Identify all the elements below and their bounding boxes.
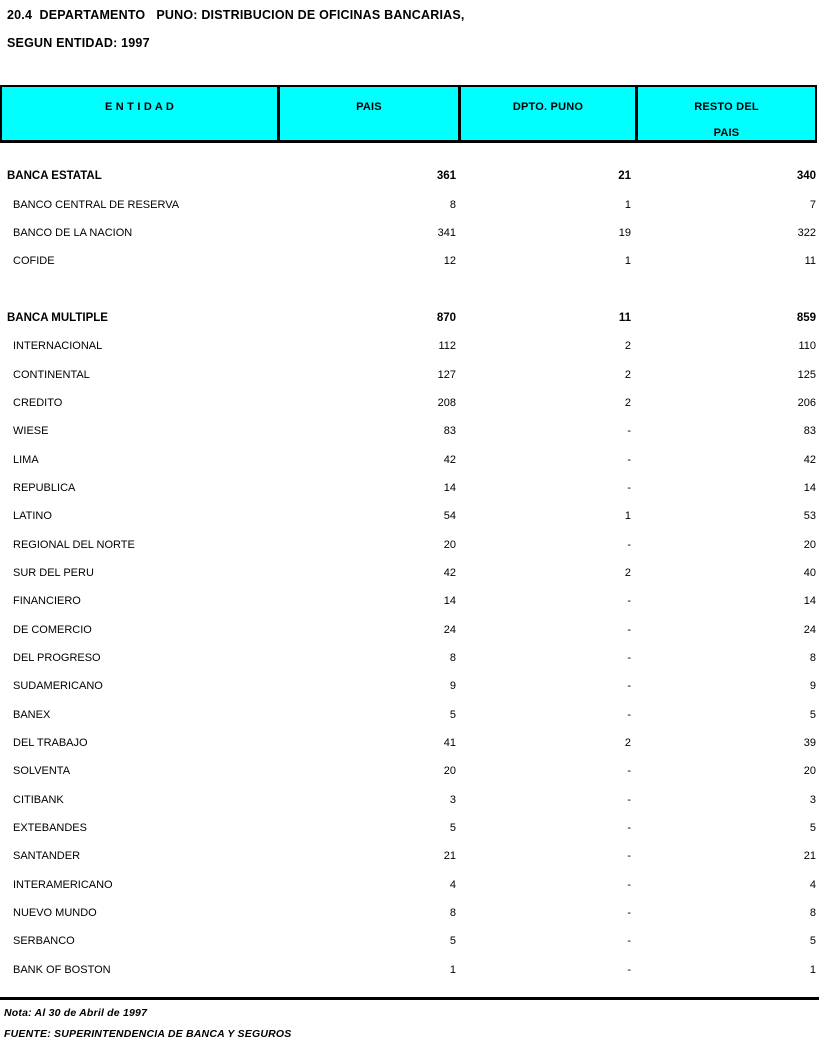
column-header-pais: PAIS — [277, 87, 458, 140]
pais-value: 42 — [443, 453, 456, 466]
resto-del-pais-value: 24 — [803, 623, 816, 636]
entity-name: BANEX — [13, 708, 51, 721]
dpto-puno-value: - — [627, 765, 631, 778]
entity-name: INTERAMERICANO — [13, 878, 113, 891]
pais-value: 20 — [443, 765, 456, 778]
resto-del-pais-value: 11 — [804, 255, 816, 268]
table-row — [0, 360, 817, 388]
resto-del-pais-value: 83 — [803, 425, 816, 438]
dpto-puno-value: - — [627, 708, 631, 721]
dpto-puno-value: - — [627, 878, 631, 891]
dpto-puno-value: 11 — [618, 311, 631, 324]
resto-del-pais-value: 5 — [809, 935, 816, 948]
entity-name: BANCO DE LA NACION — [13, 226, 133, 239]
pais-value: 5 — [449, 822, 456, 835]
resto-del-pais-value: 110 — [798, 340, 816, 353]
entity-name: REPUBLICA — [13, 481, 76, 494]
dpto-puno-value: 2 — [624, 566, 631, 579]
resto-del-pais-value: 14 — [803, 481, 816, 494]
dpto-puno-value: - — [627, 963, 631, 976]
resto-del-pais-value: 125 — [797, 368, 816, 381]
entity-name: WIESE — [13, 425, 49, 438]
pais-value: 127 — [437, 368, 456, 381]
dpto-puno-value: - — [627, 652, 631, 665]
dpto-puno-value: 2 — [624, 368, 631, 381]
resto-del-pais-value: 322 — [797, 226, 816, 239]
table-row — [0, 190, 817, 218]
pais-value: 14 — [443, 481, 456, 494]
dpto-puno-value: - — [627, 481, 631, 494]
dpto-puno-value: - — [627, 623, 631, 636]
table-row — [0, 530, 817, 558]
page-title-line2: SEGUN ENTIDAD: 1997 — [7, 36, 150, 50]
entity-name: SANTANDER — [13, 850, 81, 863]
pais-value: 208 — [437, 396, 456, 409]
column-header-entidad: E N T I D A D — [2, 87, 277, 140]
entity-name: CONTINENTAL — [13, 368, 90, 381]
pais-value: 24 — [443, 623, 456, 636]
entity-name: SOLVENTA — [13, 765, 71, 778]
dpto-puno-value: - — [627, 595, 631, 608]
entity-name: BANCO CENTRAL DE RESERVA — [13, 198, 180, 211]
resto-del-pais-value: 42 — [803, 453, 816, 466]
dpto-puno-value: - — [627, 425, 631, 438]
resto-del-pais-value: 340 — [796, 170, 816, 183]
entity-name: DEL TRABAJO — [13, 737, 88, 750]
table-row — [0, 956, 817, 984]
table-row — [0, 502, 817, 530]
entity-name: SUR DEL PERU — [13, 566, 94, 579]
table-row — [0, 871, 817, 899]
table-header-row — [0, 85, 817, 143]
table-row — [0, 814, 817, 842]
pais-value: 3 — [449, 793, 456, 806]
pais-value: 41 — [443, 737, 456, 750]
pais-value: 5 — [449, 708, 456, 721]
dpto-puno-value: - — [627, 935, 631, 948]
entity-name: CREDITO — [13, 396, 63, 409]
pais-value: 42 — [443, 566, 456, 579]
entity-name: COFIDE — [13, 255, 55, 268]
table-row — [0, 417, 817, 445]
entity-name: DEL PROGRESO — [13, 652, 101, 665]
entity-name: LATINO — [13, 510, 52, 523]
resto-del-pais-value: 53 — [803, 510, 816, 523]
resto-del-pais-value: 8 — [809, 907, 816, 920]
dpto-puno-value: - — [627, 453, 631, 466]
resto-del-pais-value: 3 — [809, 793, 816, 806]
table-row — [0, 616, 817, 644]
pais-value: 9 — [449, 680, 456, 693]
page-title-line1: 20.4 DEPARTAMENTO PUNO: DISTRIBUCION DE OFICINAS BANCARIAS, — [7, 8, 465, 22]
entity-name: CITIBANK — [13, 793, 64, 806]
table-row — [0, 899, 817, 927]
table-row-category — [0, 304, 817, 332]
dpto-puno-value: 1 — [624, 510, 631, 523]
resto-del-pais-value: 5 — [809, 822, 816, 835]
pais-value: 341 — [437, 226, 456, 239]
dpto-puno-value: - — [627, 850, 631, 863]
dpto-puno-value: - — [627, 793, 631, 806]
resto-del-pais-value: 14 — [803, 595, 816, 608]
table-row — [0, 587, 817, 615]
dpto-puno-value: - — [627, 680, 631, 693]
pais-value: 21 — [443, 850, 456, 863]
table-row — [0, 389, 817, 417]
entity-name: EXTEBANDES — [13, 822, 87, 835]
dpto-puno-value: 2 — [624, 340, 631, 353]
table-row — [0, 644, 817, 672]
resto-del-pais-value: 4 — [809, 878, 816, 891]
resto-del-pais-value: 21 — [803, 850, 816, 863]
resto-del-pais-value: 39 — [803, 737, 816, 750]
table-row — [0, 672, 817, 700]
resto-del-pais-value: 859 — [796, 311, 816, 324]
column-header-resto-line1: RESTO DEL — [694, 101, 759, 113]
footer-note: Nota: Al 30 de Abril de 1997 — [4, 1007, 148, 1019]
table-row — [0, 445, 817, 473]
table-row-category — [0, 162, 817, 190]
resto-del-pais-value: 1 — [809, 963, 816, 976]
entity-name: BANK OF BOSTON — [13, 963, 111, 976]
pais-value: 1 — [449, 963, 456, 976]
table-row — [0, 927, 817, 955]
table-row — [0, 786, 817, 814]
pais-value: 870 — [436, 311, 456, 324]
dpto-puno-value: - — [627, 907, 631, 920]
dpto-puno-value: - — [627, 822, 631, 835]
resto-del-pais-value: 20 — [803, 765, 816, 778]
entity-name: REGIONAL DEL NORTE — [13, 538, 135, 551]
pais-value: 14 — [443, 595, 456, 608]
dpto-puno-value: 19 — [618, 226, 631, 239]
column-header-resto-del-pais — [635, 87, 815, 140]
dpto-puno-value: 1 — [624, 198, 631, 211]
table-row — [0, 842, 817, 870]
pais-value: 5 — [449, 935, 456, 948]
column-header-resto-line2: PAIS — [713, 127, 740, 139]
pais-value: 8 — [449, 907, 456, 920]
pais-value: 20 — [443, 538, 456, 551]
entity-name: SERBANCO — [13, 935, 75, 948]
dpto-puno-value: 2 — [624, 737, 631, 750]
entity-name: BANCA ESTATAL — [7, 170, 102, 183]
dpto-puno-value: 2 — [624, 396, 631, 409]
resto-del-pais-value: 9 — [809, 680, 816, 693]
entity-name: INTERNACIONAL — [13, 340, 103, 353]
dpto-puno-value: - — [627, 538, 631, 551]
entity-name: BANCA MULTIPLE — [7, 311, 108, 324]
resto-del-pais-value: 20 — [803, 538, 816, 551]
entity-name: SUDAMERICANO — [13, 680, 103, 693]
resto-del-pais-value: 7 — [809, 198, 816, 211]
column-header-dpto-puno: DPTO. PUNO — [458, 87, 635, 140]
table-row — [0, 219, 817, 247]
pais-value: 54 — [443, 510, 456, 523]
table-row — [0, 474, 817, 502]
dpto-puno-value: 1 — [624, 255, 631, 268]
table-row — [0, 247, 817, 275]
pais-value: 112 — [438, 340, 456, 353]
pais-value: 361 — [436, 170, 456, 183]
pais-value: 8 — [449, 198, 456, 211]
footer-source: FUENTE: SUPERINTENDENCIA DE BANCA Y SEGUROS — [4, 1028, 292, 1040]
table-row — [0, 332, 817, 360]
pais-value: 4 — [449, 878, 456, 891]
table-row — [0, 729, 817, 757]
table-row — [0, 757, 817, 785]
entity-name: NUEVO MUNDO — [13, 907, 97, 920]
table-row — [0, 701, 817, 729]
pais-value: 12 — [443, 255, 456, 268]
entity-name: DE COMERCIO — [13, 623, 92, 636]
resto-del-pais-value: 40 — [803, 566, 816, 579]
resto-del-pais-value: 8 — [809, 652, 816, 665]
resto-del-pais-value: 5 — [809, 708, 816, 721]
entity-name: FINANCIERO — [13, 595, 81, 608]
footer-divider-rule — [0, 997, 819, 1000]
pais-value: 83 — [443, 425, 456, 438]
table-row-blank — [0, 275, 817, 303]
entity-name: LIMA — [13, 453, 39, 466]
table-body — [0, 162, 817, 984]
dpto-puno-value: 21 — [618, 170, 631, 183]
resto-del-pais-value: 206 — [797, 396, 816, 409]
pais-value: 8 — [449, 652, 456, 665]
table-row — [0, 559, 817, 587]
